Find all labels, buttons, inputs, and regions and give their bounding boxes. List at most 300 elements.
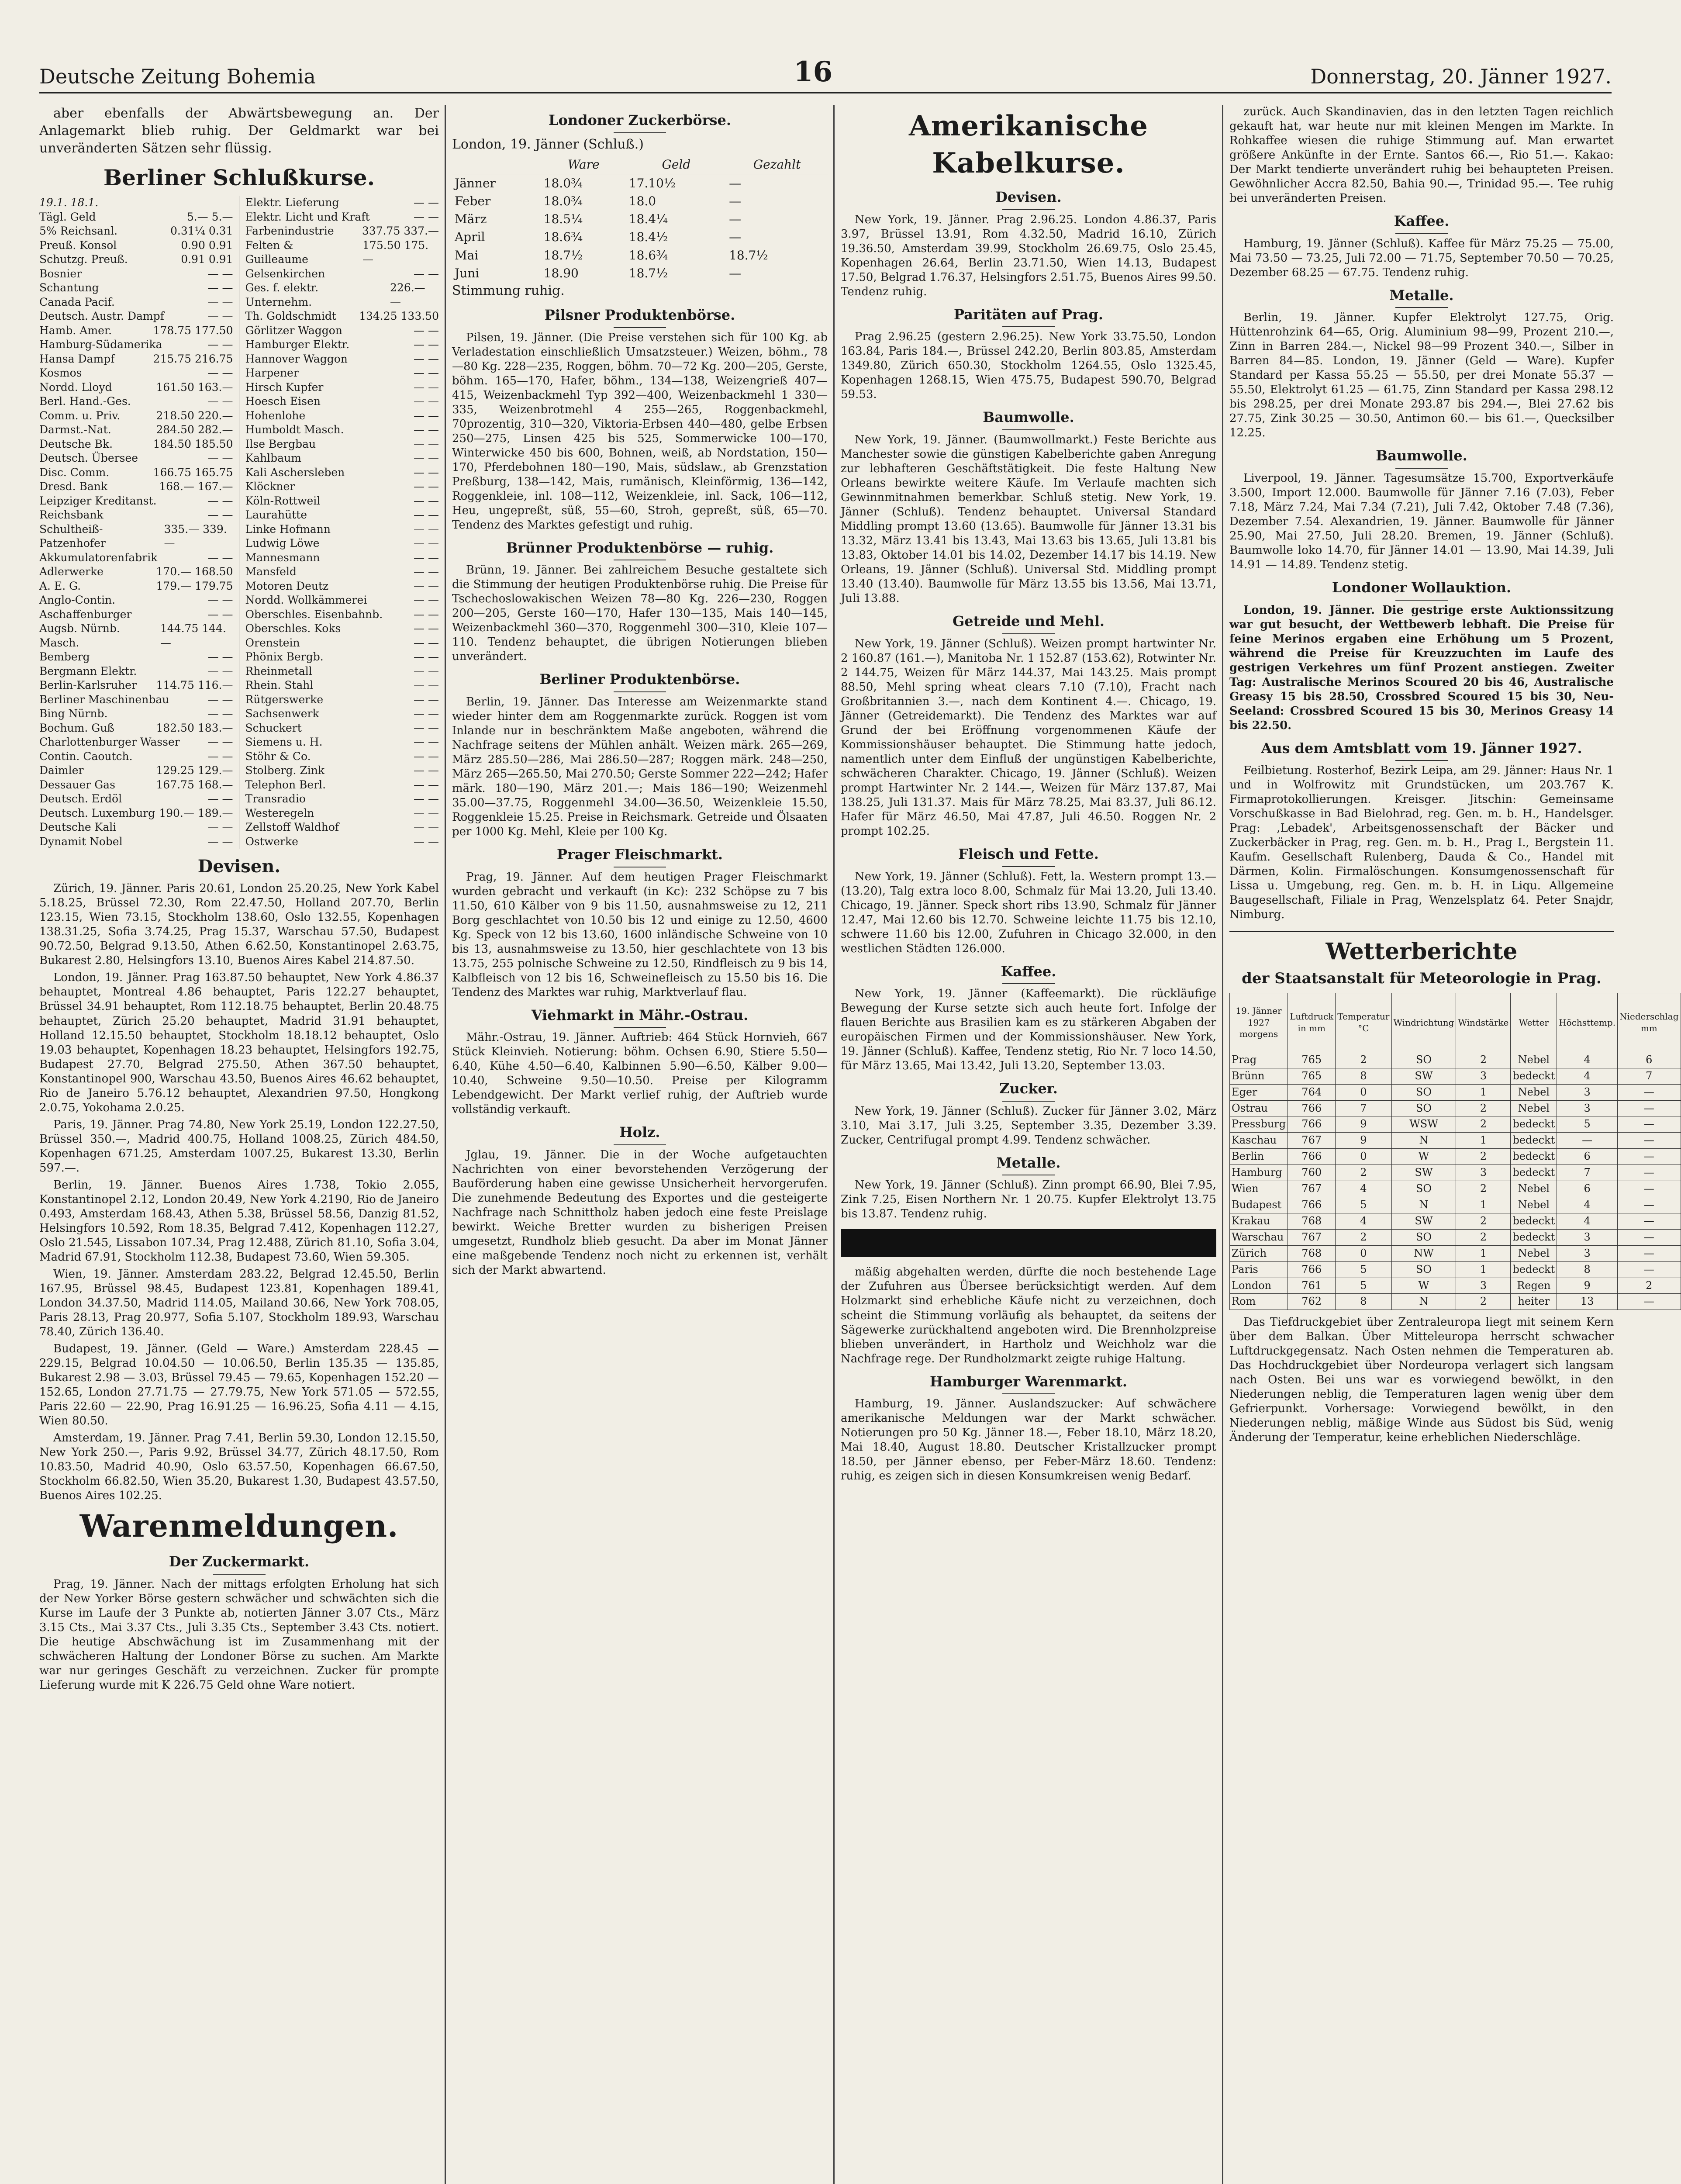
value-today: — [207,707,219,720]
stock-values [208,494,233,508]
stock-values [156,380,233,395]
stock-name: Elektr. Lieferung [245,196,339,209]
value-today: — [414,395,425,408]
warenmeldungen-title: Warenmeldungen. [79,1508,399,1545]
getreide-title: Getreide und Mehl. [841,612,1216,634]
table-row [39,750,233,764]
value-today: 284.50 [156,423,194,436]
value-yesterday: — [222,551,233,564]
fleisch-fette-title: Fleisch und Fette. [841,845,1216,867]
value-today: 166.75 [153,466,192,479]
value-yesterday: 129.— [197,764,233,777]
table-row [245,366,439,380]
table-row [245,750,439,764]
stock-values [414,508,439,522]
wx-cell: 764 [1288,1084,1336,1100]
value-yesterday: 337.— [404,225,439,238]
wx-cell: 8 [1336,1068,1391,1084]
table-row [245,764,439,778]
value-today: — [414,565,425,578]
value-today: — [414,423,425,436]
value-yesterday: 165.75 [195,466,233,479]
column-header: 19.1. 18.1. [39,196,99,209]
wx-col-header: Windrichtung [1391,993,1456,1052]
value-today: — [207,594,219,607]
wx-cell: 8 [1336,1294,1391,1310]
table-row [39,224,233,238]
station-name: Budapest [1230,1197,1288,1213]
table-row [39,565,233,579]
table-row [245,593,439,608]
wx-cell: 13 [1557,1294,1618,1310]
table-row [245,380,439,395]
value-today: 170.— [156,565,192,578]
holz-text: Jglau, 19. Jänner. Die in der Woche aufgetauchten Nachrichten von einer bevorstehenden Verzögerung der Bauförderung haben eine gewisse Unsicherheit hervorgerufen. Die zunehmende Bedeutung des Exportes und die gesteigerte Nachfrage nach Schnittholz haben jedoch eine feste Preislage bewirkt. Weiche Bretter wurden zu bisherigen Preisen umgesetzt, Rundholz blieb gesucht. Da aber im Monat Jänner eine maßgebende Tendenz noch nicht zu erkennen ist, verhält sich der Markt abwartend. [452,1148,828,1277]
value-yesterday: — [222,664,233,677]
stock-name: Zellstoff Waldhof [245,821,339,834]
stock-values [156,764,233,778]
ostrau-viehmarkt-text: Mähr.-Ostrau, 19. Jänner. Auftrieb: 464 Stück Hornvieh, 667 Stück Kleinvieh. Notierung: böhm. Ochsen 6.90, Stiere 5.50—6.40, Kühe 4.50—6.40, Kalbinnen 5.90—6.50, Kälber 9.00—10.40, Schweine 9.50—10.50. Preise per Kilogramm Lebendgewicht. Der Markt verlief ruhig, der Auftrieb wurde vollständig verkauft. [452,1031,828,1116]
stock-name: Preuß. Konsol [39,238,117,252]
stock-name: Mansfeld [245,565,297,578]
londoner-zuckerboerse-dateline: London, 19. Jänner (Schluß.) [452,136,644,152]
value-yesterday: — [428,508,439,522]
wx-cell: 765 [1288,1052,1336,1068]
stock-values [414,678,439,693]
stock-values [156,678,233,693]
wx-cell: Nebel [1511,1245,1557,1261]
stock-values [414,608,439,622]
table-row [452,228,828,246]
wx-cell: bedeckt [1511,1213,1557,1229]
wx-cell: — [1618,1149,1681,1165]
value-yesterday: — [222,792,233,805]
table-row [452,246,828,264]
value-yesterday: — [428,380,439,394]
station-name: Zürich [1230,1245,1288,1261]
masthead [39,55,1612,93]
stock-values [414,437,439,452]
table-row [39,764,233,778]
wx-cell: 4 [1557,1068,1618,1084]
wx-cell: bedeckt [1511,1261,1557,1278]
value-today: 190.— [159,806,194,819]
wx-cell: — [1618,1165,1681,1181]
value-yesterday: — [428,551,439,564]
table-row [39,394,233,409]
hamburg-kaffee-title: Kaffee. [1229,212,1614,234]
devisen-entry: Budapest, 19. Jänner. (Geld — Ware.) Amsterdam 228.45 — 229.15, Belgrad 10.04.50 — 10.06.50, Berlin 135.35 — 135.85, Bukarest 2.98 — 3.03, Brüssel 79.45 — 79.65, Kopenhagen 152.20 — 152.65, London 27.71.75 — 27.79.75, New York 571.05 — 572.55, Paris 22.60 — 22.90, Prag 16.91.25 — 16.96.25, Sofia 4.11 — 4.15, Wien 80.50. [39,1342,439,1427]
table-row [1230,1165,1681,1181]
stock-values [208,650,233,664]
table-row [245,536,439,551]
value-yesterday: — [222,281,233,294]
value-today: 218.50 [156,409,194,422]
wx-cell: 5 [1336,1197,1391,1213]
value-yesterday: — [428,565,439,578]
wx-cell: 6 [1557,1181,1618,1197]
value-today: — [414,835,425,848]
table-row [245,835,439,849]
zuckermarkt-text: Prag, 19. Jänner. Nach der mittags erfolgten Erholung hat sich der New Yorker Börse gestern schwächer und schwächten sich die Kurse im Laufe der 3 Punkte ab, notierten Jänner 3.07 Cts., März 3.15 Cts., Mai 3.37 Cts., Juli 3.35 Cts., September 3.43 Cts. notiert. Die heutige Abschwächung ist im Zusammenhang mit der schwächeren Haltung der Londoner Börse zu suchen. Am Markte war nur geringes Geschäft zu verzeichnen. Zucker für prompte Lieferung wurde mit K 226.75 Geld ohne Ware notiert. [39,1577,439,1692]
stock-name: Harpener [245,366,299,380]
wx-cell: 0 [1336,1149,1391,1165]
berliner-produkten-title: Berliner Produktenbörse. [452,670,828,692]
zucker-cell: — [729,230,742,245]
table-row [39,352,233,366]
value-today: 226.— [390,281,425,294]
col-geld: Geld [626,156,726,174]
wx-col-header: Windstärke [1456,993,1511,1052]
kabel-devisen-text: New York, 19. Jänner. Prag 2.96.25. London 4.86.37, Paris 3.97, Brüssel 13.91, Rom 4.32.50, Madrid 16.10, Zürich 19.36.50, Amsterdam 39.99, Stockholm 26.69.75, Oslo 25.45, Kopenhagen 26.64, Berlin 23.71.50, Wien 14.13, Budapest 17.50, Belgrad 1.76.37, Helsingfors 2.51.75, Buenos Aires 99.50. Tendenz ruhig. [841,213,1216,298]
table-row [39,437,233,452]
value-yesterday: — [222,338,233,351]
stock-name: Bemberg [39,650,90,663]
table-row [39,721,233,736]
table-row [245,409,439,423]
wollauktion-text: London, 19. Jänner. Die gestrige erste Auktionssitzung war gut besucht, der Wettbewerb lebhaft. Die Preise für feine Merinos ergaben eine Erhöhung um 5 Prozent, während die Preise für Kreuzzuchten im Laufe des gestrigen Verkehres um fünf Prozent anstiegen. Zweiter Tag: Australische Merinos Scoured 20 bis 46, Australische Greasy 15 bis 28.50, Crossbred Scoured 15 bis 30, Neu-Seeland: Crossbred Scoured 15 bis 30, Merinos Greasy 14 bis 22.50. [1229,603,1614,732]
table-row [245,281,439,309]
zucker-cell: — [729,266,742,280]
bruenner-title: Brünner Produktenbörse — ruhig. [452,539,828,561]
wx-cell: 3 [1557,1100,1618,1116]
value-yesterday: — [428,622,439,635]
value-today: — [414,622,425,635]
value-today: — [207,338,219,351]
stock-name: Augsb. Nürnb. Masch. [39,622,120,649]
table-row [1230,1100,1681,1116]
wx-cell: 2 [1456,1229,1511,1245]
getreide-text: New York, 19. Jänner (Schluß). Weizen prompt hartwinter Nr. 2 160.87 (161.—), Manitoba Nr. 1 152.87 (153.62), Rotwinter Nr. 2 144.75, Weizen für März 144.37, Mai 143.25. Mais prompt 88.50, Mehl spring wheat clears 7.10 (7.10), Fracht nach Großbritannien 3.—, nach dem Kontinent 4.—. Chicago, 19. Jänner (Getreidemarkt). Die Tendenz des Marktes war auf Grund der bei Eröffnung vorgenommenen Käufe der Kommissionshäuser behauptet. Die Stimmung hatte jedoch, namentlich unter dem Einfluß der ungünstigen Kabelberichte, schwächeren Charakter. Chicago, 19. Jänner (Schluß). Weizen prompt Hartwinter Nr. 2 144.—, Weizen für März 137.87, Mai 138.25, Juli 131.37. Mais für März 78.25, Mai 83.37, Juli 86.12. Hafer für März 46.50, Mai 47.87, Juli 46.50. Roggen Nr. 2 prompt 102.25. [841,637,1216,838]
value-yesterday: — [428,366,439,380]
value-yesterday: — [222,295,233,308]
wx-cell: heiter [1511,1294,1557,1310]
table-row [39,522,233,551]
value-today: — [414,508,425,522]
stock-values [208,281,233,295]
stock-values [208,451,233,466]
stock-values [153,466,233,480]
stock-name: Orenstein [245,636,300,649]
wx-cell: 4 [1557,1213,1618,1229]
wx-col-header: Niederschlag mm [1618,993,1681,1052]
stock-values [208,593,233,608]
wx-cell: 9 [1336,1133,1391,1149]
stock-name: Humboldt Masch. [245,423,344,436]
stock-values [208,608,233,622]
table-row [245,267,439,281]
table-row [39,451,233,466]
value-today: 0.90 [181,238,205,252]
stock-name: Siemens u. H. [245,736,323,749]
wx-cell: 1 [1456,1084,1511,1100]
value-yesterday: — [428,594,439,607]
devisen-entry: Berlin, 19. Jänner. Buenos Aires 1.738, Tokio 2.055, Konstantinopel 2.12, London 20.49, New York 4.2190, Rio de Janeiro 0.493, Amsterdam 168.43, Athen 5.38, Brüssel 58.56, Danzig 81.52, Helsingfors 10.592, Rom 18.35, Belgrad 7.412, Kopenhagen 112.27, Oslo 21.545, Lissabon 107.34, Prag 12.488, Zürich 81.10, Sofia 3.04, Madrid 67.91, Stockholm 112.38, Budapest 73.60, Wien 59.305. [39,1178,439,1264]
wx-cell: — [1618,1116,1681,1133]
column-2 [452,105,828,2184]
stock-name: Kali Aschersleben [245,466,345,479]
value-yesterday: 168.— [197,778,233,791]
value-yesterday: — [222,366,233,380]
wx-cell: — [1618,1133,1681,1149]
value-yesterday: — [428,395,439,408]
wx-cell: SO [1391,1181,1456,1197]
value-today: 0.31¼ [170,225,205,238]
berliner-schlusskurse-table [39,196,439,849]
table-row [1230,1294,1681,1310]
wx-cell: 2 [1456,1294,1511,1310]
value-today: — [207,494,219,507]
stock-name: Ilse Bergbau [245,437,316,450]
value-yesterday: — [428,466,439,479]
value-yesterday: — [222,310,233,323]
stock-name: Bing Nürnb. [39,707,108,720]
value-yesterday: — [428,480,439,493]
stock-name: Canada Pacif. [39,295,115,308]
wx-col-header: Höchsttemp. [1557,993,1618,1052]
stock-values [414,196,439,210]
stock-values [414,579,439,594]
stock-values [362,238,439,267]
zucker-cell: 18.7½ [628,266,668,280]
stock-name: Stolberg. Zink [245,764,324,777]
weather-table [1229,993,1681,1310]
value-today: 215.75 [153,352,192,365]
value-yesterday: — [428,437,439,450]
station-name: Rom [1230,1294,1288,1310]
stock-values [208,664,233,679]
value-today: 129.25 [156,764,194,777]
wx-cell: Regen [1511,1278,1557,1294]
value-today: — [414,338,425,351]
wx-cell: — [1618,1245,1681,1261]
table-row [245,707,439,721]
value-yesterday: — [222,395,233,408]
column-4 [1229,105,1679,2184]
baumwolle-liverpool-text: Liverpool, 19. Jänner. Tagesumsätze 15.700, Exportverkäufe 3.500, Import 12.000. Baumwolle für Jänner 7.16 (7.03), Feber 7.18, März 7.24, Mai 7.34 (7.21), Juli 7.42, Oktober 7.48 (7.36), Dezember 7.54. Alexandrien, 19. Jänner. Baumwolle für Jänner 25.90, Mai 27.50, Juli 28.20. Bremen, 19. Jänner (Schluß). Baumwolle loko 14.70, für Jänner 14.01 — 13.90, Mai 14.39, Juli 14.91 — 14.89. Tendenz stetig. [1229,471,1614,572]
stock-values [181,238,233,253]
value-today: 161.50 [156,380,194,394]
value-today: — [207,267,219,280]
stock-name: 5% Reichsanl. [39,225,118,238]
stock-name: Berl. Hand.-Ges. [39,395,131,408]
metalle-text: New York, 19. Jänner (Schluß). Zinn prompt 66.90, Blei 7.95, Zink 7.25, Eisen Northern Nr. 1 20.75. Kupfer Elektrolyt 13.75 bis 13.87. Tendenz ruhig. [841,1178,1216,1221]
zucker-cell: — [729,194,742,208]
zucker-price-table [452,156,828,282]
station-name: Wien [1230,1181,1288,1197]
table-row [245,622,439,636]
stock-name: Phönix Bergb. [245,650,324,663]
value-today: — [414,679,425,692]
table-row [245,522,439,537]
wx-cell: 762 [1288,1294,1336,1310]
stock-name: Farbenindustrie [245,225,334,238]
zucker-stimmung: Stimmung ruhig. [452,283,565,299]
table-row [39,820,233,835]
table-row [245,678,439,693]
wx-cell: 2 [1456,1213,1511,1229]
wx-cell: bedeckt [1511,1229,1557,1245]
stock-name: Rheinmetall [245,664,312,677]
table-row [39,267,233,281]
zucker-cell: 18.0 [628,194,656,208]
value-today: — [414,821,425,834]
value-today: — [414,579,425,592]
stock-name: Hannover Waggon [245,352,348,365]
value-today: — [414,664,425,677]
station-name: Pressburg [1230,1116,1288,1133]
stock-name: Mannesmann [245,551,320,564]
value-yesterday: — [428,835,439,848]
table-row [245,778,439,792]
wx-cell: N [1391,1197,1456,1213]
stock-values [181,252,233,267]
value-today: — [207,295,219,308]
value-yesterday: — [428,636,439,649]
value-today: — [414,594,425,607]
wx-cell: 6 [1618,1052,1681,1068]
table-row [39,508,233,522]
wx-cell: 766 [1288,1261,1336,1278]
value-yesterday: — [222,594,233,607]
value-yesterday: — [222,707,233,720]
stock-name: Reichsbank [39,508,104,522]
stock-values [414,636,439,650]
stock-name: Tägl. Geld [39,210,96,223]
stock-name: Berliner Maschinenbau [39,693,169,706]
stock-name: Berlin-Karlsruher [39,679,137,692]
wx-cell: 5 [1336,1278,1391,1294]
zucker-cell: 18.6¾ [543,230,583,245]
table-row [245,338,439,352]
value-yesterday: — [222,494,233,507]
stock-name: Comm. u. Priv. [39,409,121,422]
stock-values [153,352,233,366]
table-row [39,324,233,338]
value-yesterday: — [428,750,439,763]
stock-values [414,565,439,579]
stock-values [414,480,439,494]
value-today: — [414,721,425,734]
value-yesterday: — [428,409,439,422]
metalle-berlin-title: Metalle. [1229,286,1614,308]
value-today: — [414,693,425,706]
value-today: — [207,310,219,323]
stock-values [414,366,439,380]
table-row [39,252,233,267]
stock-values [156,778,233,792]
table-row [39,210,233,225]
value-yesterday: — [428,579,439,592]
table-row [39,480,233,494]
hamburg-kaffee-text: Hamburg, 19. Jänner (Schluß). Kaffee für März 75.25 — 75.00, Mai 73.50 — 73.25, Juli 72.00 — 71.75, September 70.50 — 70.25, Dezember 68.25 — 67.75. Tendenz ruhig. [1229,237,1614,279]
table-row [245,423,439,437]
stock-name: Anglo-Contin. [39,594,116,607]
value-today: — [207,792,219,805]
stock-name: Deutsch. Luxemburg [39,806,155,819]
stock-values [208,508,233,522]
value-yesterday: — [222,821,233,834]
value-yesterday: — [428,608,439,621]
wx-cell: 7 [1557,1165,1618,1181]
table-row [452,192,828,210]
value-today: 114.75 [156,679,194,692]
paritaeten-text: Prag 2.96.25 (gestern 2.96.25). New York 33.75.50, London 163.84, Paris 184.—, Brüssel 242.20, Berlin 803.85, Amsterdam 1349.80, Zürich 650.30, Stockholm 1264.55, Oslo 1325.45, Kopenhagen 1268.15, Wien 475.75, Budapest 590.70, Belgrad 59.53. [841,330,1216,401]
value-today: — [414,380,425,394]
zucker-text: New York, 19. Jänner (Schluß). Zucker für Jänner 3.02, März 3.10, Mai 3.17, Juli 3.25, September 3.35, Dezember 3.39. Zucker, Centrifugal prompt 4.99. Tendenz schwächer. [841,1104,1216,1147]
devisen-list [39,881,439,1503]
wx-cell: 3 [1557,1245,1618,1261]
stock-values [208,267,233,281]
stock-name: Deutsch. Übersee [39,452,138,465]
stock-values [414,650,439,664]
stock-values [208,338,233,352]
wx-cell: bedeckt [1511,1133,1557,1149]
stock-values [208,750,233,764]
wx-cell: 2 [1456,1181,1511,1197]
value-yesterday: — [428,196,439,209]
stock-values [414,693,439,707]
holz-title: Holz. [452,1123,828,1145]
table-row [452,264,828,282]
wx-cell: 3 [1557,1229,1618,1245]
wx-cell: bedeckt [1511,1068,1557,1084]
wx-cell: — [1618,1100,1681,1116]
stock-values [156,409,233,423]
stock-name: Felten & Guilleaume [245,238,308,266]
value-today: — [414,764,425,777]
table-row [245,650,439,664]
pilsner-text: Pilsen, 19. Jänner. (Die Preise verstehen sich für 100 Kg. ab Verladestation einschließlich Umsatzsteuer.) Weizen, böhm., 78—80 Kg. 228—235, Roggen, böhm. 70—72 Kg. 200—205, Gerste, böhm. 165—170, Hafer, böhm., 134—138, Weizengrieß 407—415, Weizenbackmehl Typ 392—400, Weizenbackmehl 1 330—335, Weizenbrotmehl 4 255—265, Roggenbackmehl, 70prozentig, 310—320, Viktoria-Erbsen 440—480, gelbe Erbsen 250—275, Linsen 425 bis 525, Sommerwicke 100—170, Winterwicke 450 bis 600, Bohnen, weiß, ab Nordstation, 150—170, Pferdebohnen 180—190, Mais, südslaw., ab Grenzstation Preßburg, 138—142, Mais, rumänisch, Kleinförmig, 136—142, Roggenkleie, inl. 108—112, Weizenkleie, inl. Sack, 106—112, Heu, ungepreßt, süß, 55—60, Stroh, gepreßt, süß, 65—70. Tendenz des Marktes gefestigt und ruhig. [452,331,828,532]
wx-cell: 3 [1456,1278,1511,1294]
zucker-cell: Mai [455,248,479,263]
stock-values [414,536,439,551]
stock-values [414,466,439,480]
station-name: Berlin [1230,1149,1288,1165]
wx-cell: 2 [1618,1278,1681,1294]
wx-cell: 1 [1456,1133,1511,1149]
value-today: 182.50 [156,721,194,734]
value-yesterday: 167.— [197,480,233,493]
value-today: 168.— [159,480,194,493]
wx-cell: 2 [1456,1149,1511,1165]
stock-name: Gelsenkirchen [245,267,325,280]
stock-name: Motoren Deutz [245,579,329,592]
devisen-entry: Amsterdam, 19. Jänner. Prag 7.41, Berlin 59.30, London 12.15.50, New York 250.—, Paris 9.92, Brüssel 34.77, Zürich 48.17.50, Rom 10.83.50, Madrid 40.90, Oslo 63.57.50, Kopenhagen 66.67.50, Stockholm 66.82.50, Wien 35.20, Bukarest 1.30, Budapest 43.57.50, Buenos Aires 102.25. [39,1431,439,1502]
wx-cell: 5 [1557,1116,1618,1133]
table-row [245,394,439,409]
value-today: 5.— [186,210,208,223]
station-name: London [1230,1278,1288,1294]
baumwolle-liverpool-title: Baumwolle. [1229,446,1614,469]
zucker-cell: Juni [455,266,480,280]
berliner-produkten-text: Berlin, 19. Jänner. Das Interesse am Weizenmarkte stand wieder hinter dem am Roggenmarkte zurück. Roggen ist vom Inlande nur in beschränktem Maße angeboten, während die Nachfrage seitens der Mühlen anhält. Weizen märk. 265—269, März 285.50—286, Mai 286.50—287; Roggen märk. 248—250, März 265—265.50, Mai 270.50; Gerste Sommer 222—242; Hafer märk. 180—190, März 201.—; Mais 186—190; Weizenmehl 35.00—37.75, Roggenmehl 34.00—36.50, Weizenkleie 15.50, Roggenkleie 15.25. Preise in Reichsmark. Getreide und Ölsaaten per 1000 Kg. Mehl, Kleie per 100 Kg. [452,695,828,839]
wx-cell: Nebel [1511,1052,1557,1068]
stock-values [414,324,439,338]
table-row [245,735,439,750]
table-row [39,338,233,352]
value-yesterday: 168.50 [195,565,233,578]
table-row [39,650,233,664]
value-today: 337.75 [362,225,400,238]
value-yesterday: — [428,650,439,663]
table-row [1230,1116,1681,1133]
value-yesterday: — [428,352,439,365]
value-today: — [207,551,219,564]
wx-cell: 6 [1557,1149,1618,1165]
stock-values [208,735,233,750]
zucker-cell: März [455,212,487,227]
